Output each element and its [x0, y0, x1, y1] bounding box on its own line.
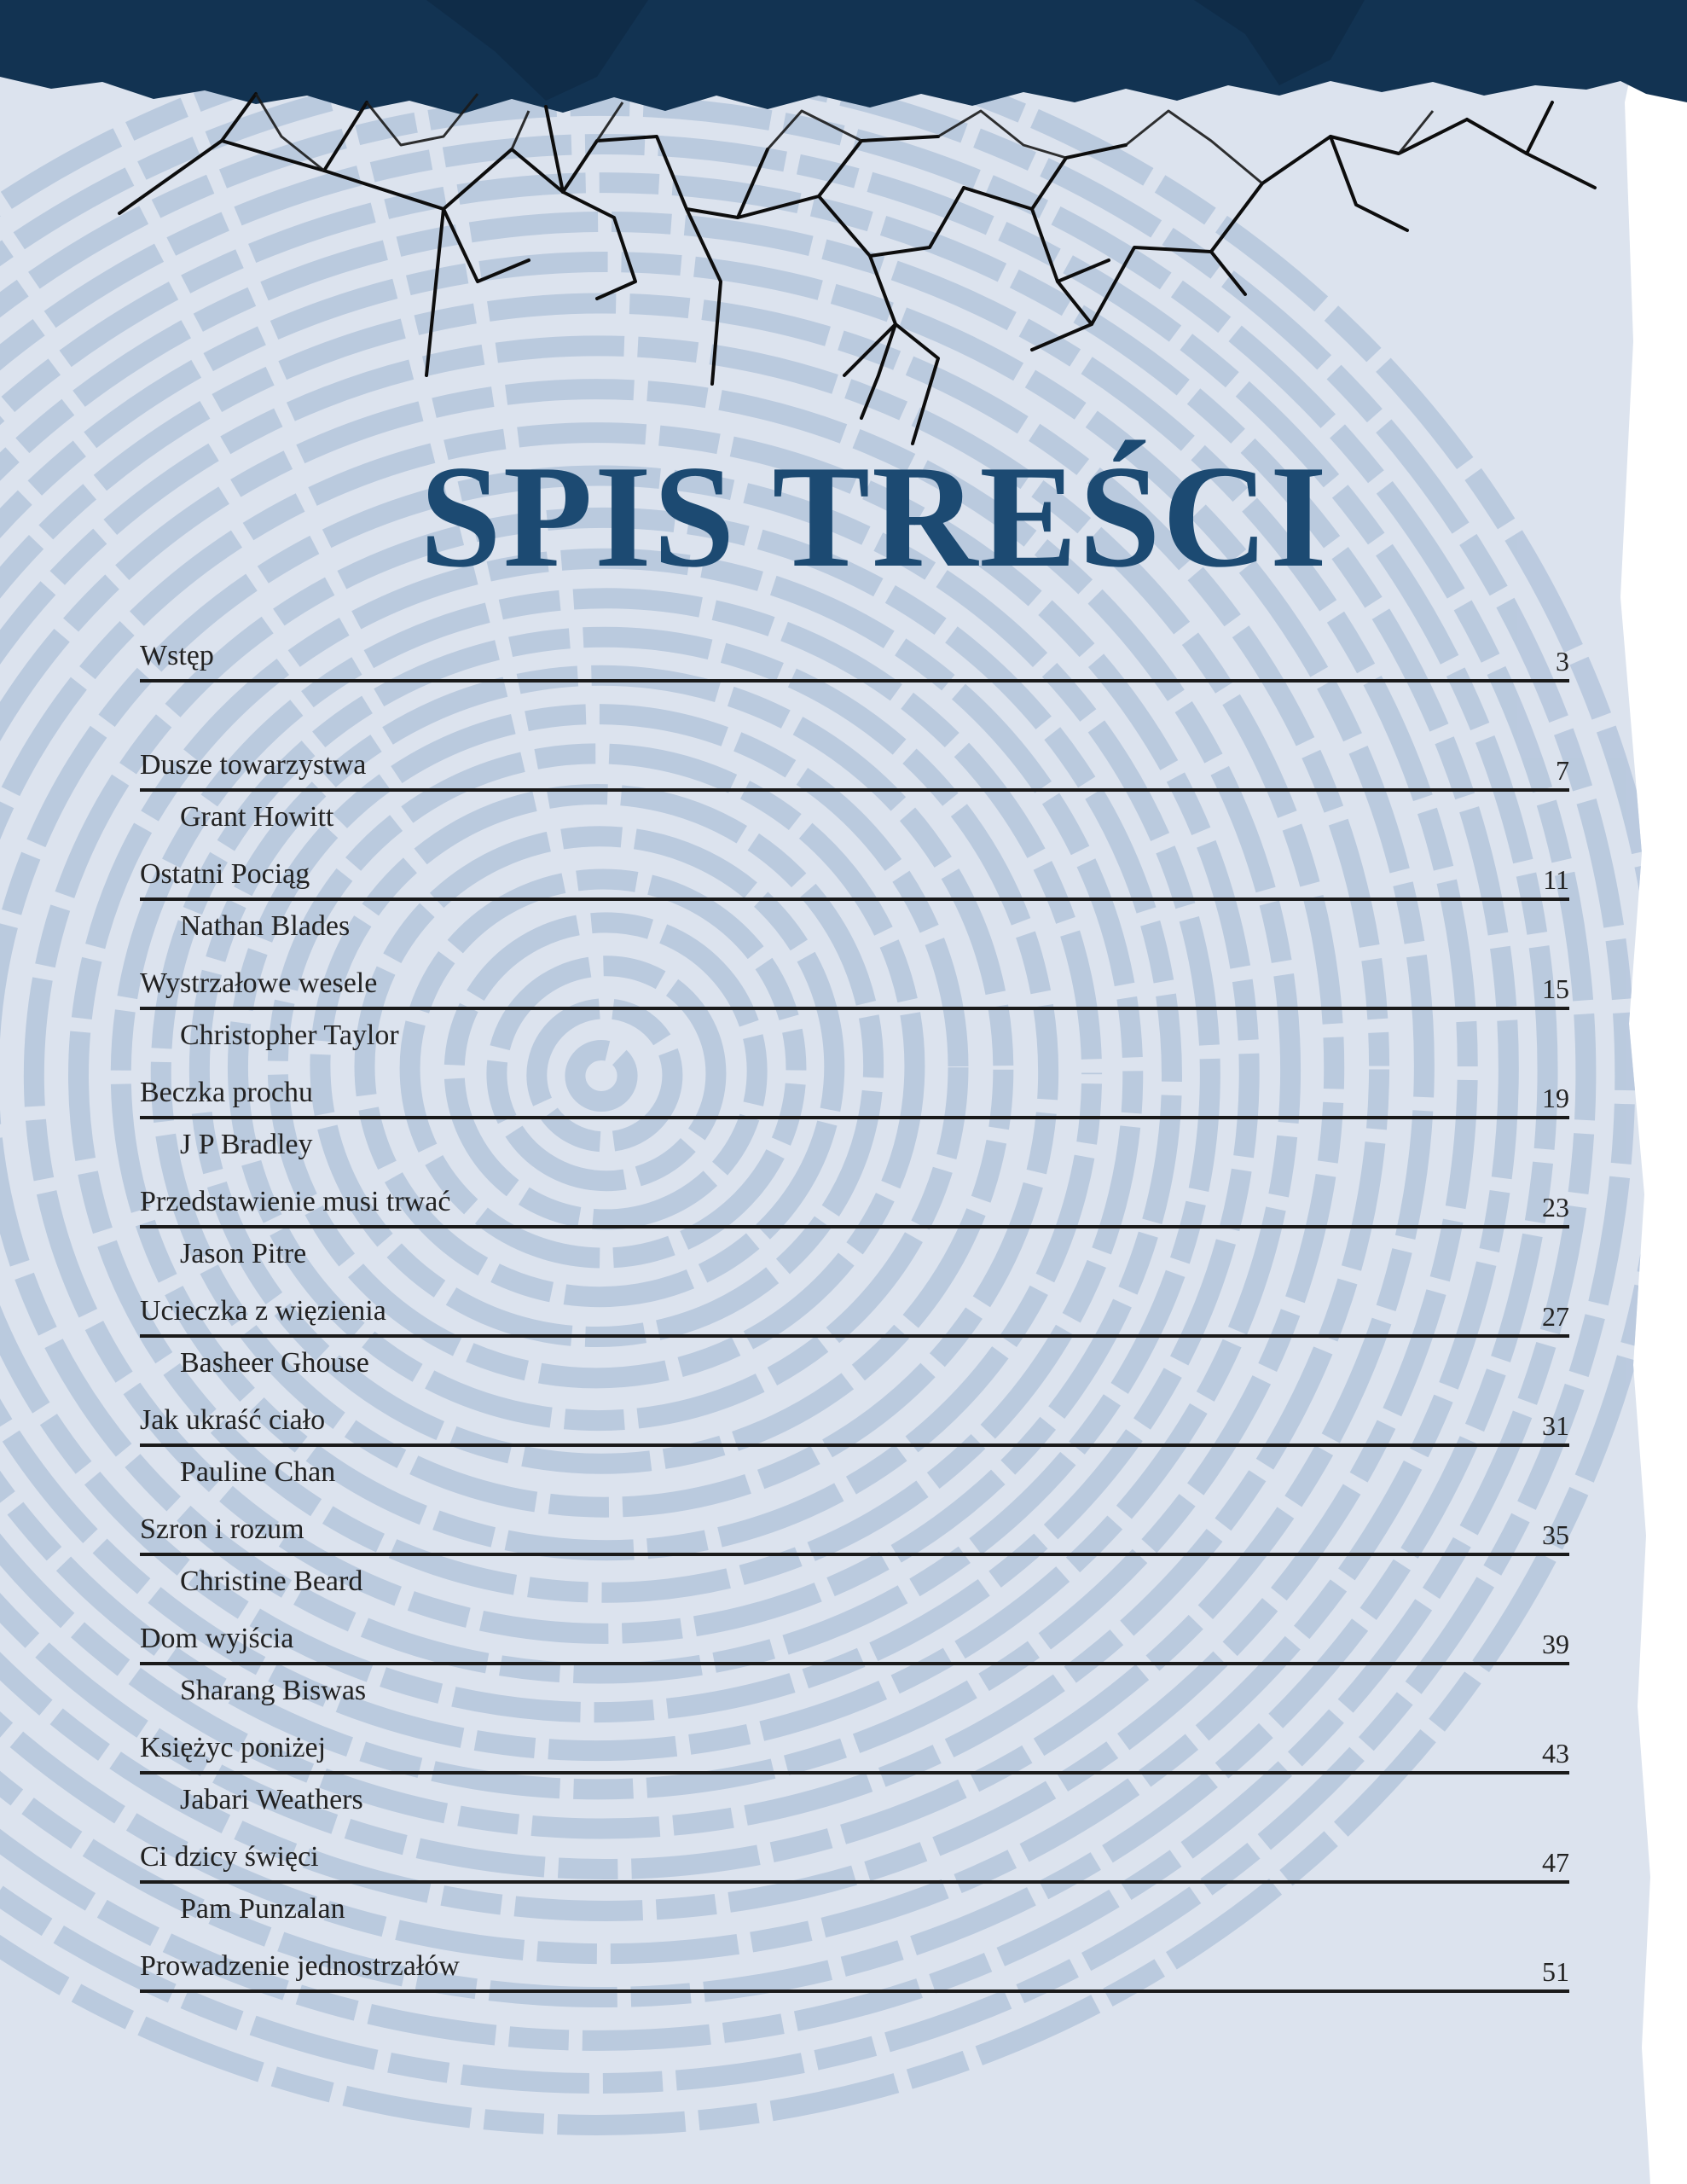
toc-entry-page-number: 39	[1542, 1629, 1569, 1659]
toc-entry-title: Szron i rozum	[140, 1513, 304, 1545]
page-title: SPIS TREŚCI	[420, 436, 1329, 598]
toc-entry-author: Grant Howitt	[180, 801, 334, 833]
toc-entry-page-number: 3	[1556, 646, 1569, 677]
toc-entry	[140, 1070, 1569, 1162]
toc-entry	[140, 742, 1569, 834]
toc-entry-rule	[140, 961, 1569, 1010]
toc-entry-title: Dom wyjścia	[140, 1623, 294, 1654]
toc-entry-author: Pam Punzalan	[180, 1893, 345, 1925]
toc-entry-author: Pauline Chan	[180, 1456, 336, 1488]
toc-entry-title: Wstęp	[140, 640, 214, 671]
toc-entry-page-number: 31	[1542, 1410, 1569, 1441]
toc-entry	[140, 1179, 1569, 1271]
toc-entry-rule	[140, 851, 1569, 901]
toc-entry-rule	[140, 1070, 1569, 1119]
toc-entry-page-number: 35	[1542, 1519, 1569, 1550]
toc-entry-title: Wystrzałowe wesele	[140, 967, 378, 999]
toc-entry-title: Ucieczka z więzienia	[140, 1295, 386, 1327]
toc-entry-rule	[140, 1943, 1569, 1993]
toc-entry-author: Nathan Blades	[180, 910, 351, 942]
toc-entry-author: Christopher Taylor	[180, 1019, 399, 1051]
toc-entry-rule	[140, 1288, 1569, 1338]
toc-entry-page-number: 11	[1543, 864, 1569, 895]
toc-entry-title: Jak ukraść ciało	[140, 1404, 326, 1436]
toc-entry-rule	[140, 1616, 1569, 1665]
toc-entry-rule	[140, 1725, 1569, 1774]
toc-entry-title: Dusze towarzystwa	[140, 749, 367, 781]
toc-entry-page-number: 7	[1556, 755, 1569, 786]
toc-entry-page-number: 51	[1542, 1956, 1569, 1987]
toc-entry-author: Sharang Biswas	[180, 1675, 367, 1706]
toc-entry	[140, 1397, 1569, 1490]
toc-entry-title: Księżyc poniżej	[140, 1732, 327, 1763]
toc-entry-title: Beczka prochu	[140, 1077, 313, 1108]
toc-entry-title: Przedstawienie musi trwać	[140, 1186, 451, 1217]
toc-entry-rule	[140, 1507, 1569, 1556]
toc-entry-author: Basheer Ghouse	[180, 1347, 369, 1379]
toc-entry-title: Prowadzenie jednostrzałów	[140, 1950, 460, 1982]
toc-entry-rule	[140, 1834, 1569, 1884]
toc-entry-rule	[140, 742, 1569, 792]
toc-entry	[140, 1507, 1569, 1599]
toc-entry	[140, 1725, 1569, 1817]
toc-entry-author: Christine Beard	[180, 1565, 363, 1597]
toc-entry-title: Ci dzicy święci	[140, 1841, 319, 1873]
toc-entry-title: Ostatni Pociąg	[140, 858, 310, 890]
toc-entry-page-number: 15	[1542, 973, 1569, 1004]
toc-entry-author: J P Bradley	[180, 1129, 313, 1160]
toc-entry	[140, 1288, 1569, 1380]
toc-entry-author: Jason Pitre	[180, 1238, 307, 1269]
toc-entry	[140, 961, 1569, 1053]
toc-entry-page-number: 47	[1542, 1847, 1569, 1878]
toc-entry-page-number: 27	[1542, 1301, 1569, 1332]
toc-entry-rule	[140, 633, 1569, 682]
toc-entry-page-number: 23	[1542, 1192, 1569, 1223]
toc-entry	[140, 1616, 1569, 1708]
toc-entry-page-number: 19	[1542, 1083, 1569, 1113]
toc-entry	[140, 1943, 1569, 1993]
toc-entry-rule	[140, 1397, 1569, 1447]
toc-entry	[140, 851, 1569, 944]
toc-entry	[140, 633, 1569, 682]
toc-entry-author: Jabari Weathers	[180, 1784, 363, 1815]
toc-entry	[140, 1834, 1569, 1926]
toc-entry-page-number: 43	[1542, 1738, 1569, 1769]
toc-entry-rule	[140, 1179, 1569, 1228]
